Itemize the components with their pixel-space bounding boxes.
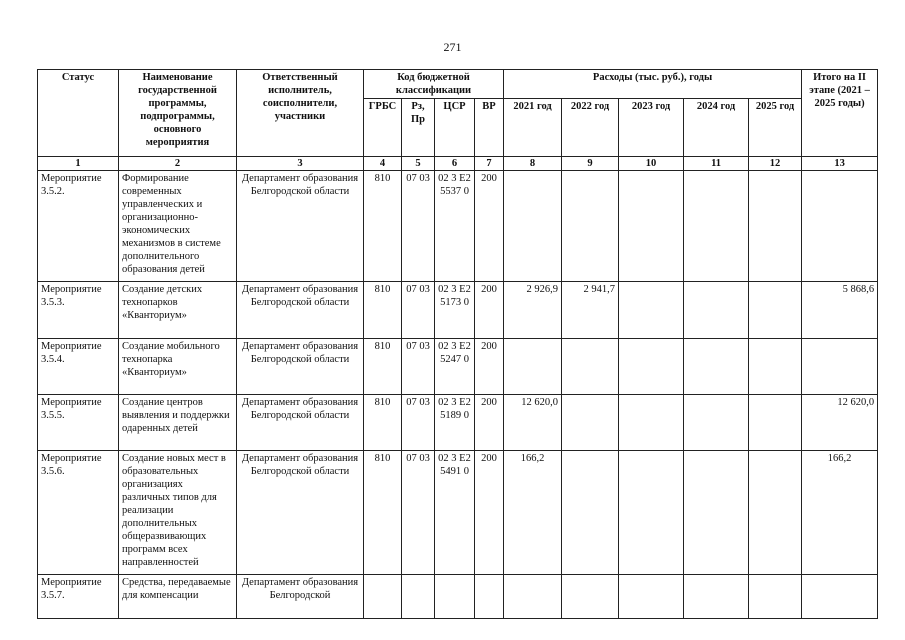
- cell-2023: [619, 282, 684, 339]
- cell-2022: [562, 575, 619, 619]
- cell-status: Мероприятие 3.5.2.: [38, 171, 119, 282]
- cell-2024: [684, 395, 749, 451]
- cell-rzpr: 07 03: [402, 282, 435, 339]
- cell-csr: 02 3 Е2 5173 0: [435, 282, 475, 339]
- column-number: 4: [364, 157, 402, 171]
- cell-responsible: Департамент образования Белгородской области: [237, 171, 364, 282]
- cell-csr: 02 3 Е2 5247 0: [435, 339, 475, 395]
- column-number-row: [38, 157, 878, 171]
- cell-status: Мероприятие 3.5.6.: [38, 451, 119, 575]
- cell-rzpr: 07 03: [402, 395, 435, 451]
- cell-status: Мероприятие 3.5.3.: [38, 282, 119, 339]
- cell-2021: [504, 171, 562, 282]
- cell-total: 166,2: [802, 451, 878, 575]
- cell-total: [802, 575, 878, 619]
- cell-2025: [749, 171, 802, 282]
- column-number: 2: [119, 157, 237, 171]
- cell-2024: [684, 171, 749, 282]
- cell-vr: 200: [475, 282, 504, 339]
- cell-vr: 200: [475, 395, 504, 451]
- cell-grbs: 810: [364, 339, 402, 395]
- cell-2024: [684, 451, 749, 575]
- header-responsible: Ответственный исполнитель, соисполнители, участники: [237, 70, 364, 157]
- column-number: 6: [435, 157, 475, 171]
- cell-name: Создание детских технопарков «Кванториум»: [119, 282, 237, 339]
- cell-2023: [619, 395, 684, 451]
- column-number: 9: [562, 157, 619, 171]
- cell-2025: [749, 575, 802, 619]
- cell-2022: [562, 339, 619, 395]
- header-2021: 2021 год: [504, 99, 562, 157]
- cell-2024: [684, 339, 749, 395]
- cell-2025: [749, 451, 802, 575]
- header-budget-code: Код бюджетной классификации: [364, 70, 504, 99]
- cell-2025: [749, 395, 802, 451]
- header-total: Итого на II этапе (2021 – 2025 годы): [802, 70, 878, 157]
- table-row: [38, 339, 878, 395]
- column-number: 13: [802, 157, 878, 171]
- cell-2021: [504, 575, 562, 619]
- cell-name: Создание центров выявления и поддержки одаренных детей: [119, 395, 237, 451]
- budget-table: [37, 69, 878, 619]
- table-row: [38, 282, 878, 339]
- cell-grbs: 810: [364, 282, 402, 339]
- cell-grbs: [364, 575, 402, 619]
- column-number: 7: [475, 157, 504, 171]
- column-number: 5: [402, 157, 435, 171]
- cell-total: [802, 339, 878, 395]
- table-row: [38, 171, 878, 282]
- cell-vr: 200: [475, 171, 504, 282]
- cell-2021: 166,2: [504, 451, 562, 575]
- cell-csr: 02 3 Е2 5189 0: [435, 395, 475, 451]
- header-2022: 2022 год: [562, 99, 619, 157]
- column-number: 10: [619, 157, 684, 171]
- header-expenses: Расходы (тыс. руб.), годы: [504, 70, 802, 99]
- cell-responsible: Департамент образования Белгородской области: [237, 339, 364, 395]
- cell-2022: [562, 395, 619, 451]
- cell-2025: [749, 339, 802, 395]
- cell-2024: [684, 575, 749, 619]
- table-row: [38, 575, 878, 619]
- header-2023: 2023 год: [619, 99, 684, 157]
- cell-2023: [619, 171, 684, 282]
- cell-rzpr: 07 03: [402, 339, 435, 395]
- cell-status: Мероприятие 3.5.5.: [38, 395, 119, 451]
- cell-grbs: 810: [364, 171, 402, 282]
- page-number: 271: [443, 40, 462, 54]
- cell-2022: [562, 171, 619, 282]
- cell-rzpr: 07 03: [402, 451, 435, 575]
- cell-2023: [619, 575, 684, 619]
- column-number: 8: [504, 157, 562, 171]
- cell-2023: [619, 451, 684, 575]
- cell-2021: 12 620,0: [504, 395, 562, 451]
- table-row: [38, 395, 878, 451]
- cell-status: Мероприятие 3.5.7.: [38, 575, 119, 619]
- cell-vr: 200: [475, 451, 504, 575]
- cell-2022: 2 941,7: [562, 282, 619, 339]
- cell-status: Мероприятие 3.5.4.: [38, 339, 119, 395]
- cell-2023: [619, 339, 684, 395]
- header-rzpr: Рз, Пр: [402, 99, 435, 157]
- cell-2025: [749, 282, 802, 339]
- cell-name: Создание мобильного технопарка «Кванториум»: [119, 339, 237, 395]
- cell-responsible: Департамент образования Белгородской области: [237, 282, 364, 339]
- header-2025: 2025 год: [749, 99, 802, 157]
- cell-rzpr: [402, 575, 435, 619]
- header-vr: ВР: [475, 99, 504, 157]
- cell-csr: [435, 575, 475, 619]
- cell-name: Средства, передаваемые для компенсации: [119, 575, 237, 619]
- header-2024: 2024 год: [684, 99, 749, 157]
- header-csr: ЦСР: [435, 99, 475, 157]
- cell-vr: [475, 575, 504, 619]
- cell-2024: [684, 282, 749, 339]
- cell-responsible: Департамент образования Белгородской области: [237, 395, 364, 451]
- header-name: Наименование государственной программы, подпрограммы, основного мероприятия: [119, 70, 237, 157]
- header-status: Статус: [38, 70, 119, 157]
- cell-2021: 2 926,9: [504, 282, 562, 339]
- cell-2021: [504, 339, 562, 395]
- cell-rzpr: 07 03: [402, 171, 435, 282]
- cell-total: [802, 171, 878, 282]
- cell-name: Формирование современных управленческих и организационно-экономических механизмов в системе дополнительного образования детей: [119, 171, 237, 282]
- cell-csr: 02 3 Е2 5537 0: [435, 171, 475, 282]
- cell-responsible: Департамент образования Белгородской: [237, 575, 364, 619]
- cell-total: 5 868,6: [802, 282, 878, 339]
- cell-name: Создание новых мест в образовательных организациях различных типов для реализации дополнительных общеразвивающих программ всех направленностей: [119, 451, 237, 575]
- column-number: 1: [38, 157, 119, 171]
- header-grbs: ГРБС: [364, 99, 402, 157]
- cell-2022: [562, 451, 619, 575]
- cell-responsible: Департамент образования Белгородской области: [237, 451, 364, 575]
- cell-vr: 200: [475, 339, 504, 395]
- cell-grbs: 810: [364, 395, 402, 451]
- column-number: 3: [237, 157, 364, 171]
- column-number: 12: [749, 157, 802, 171]
- cell-grbs: 810: [364, 451, 402, 575]
- cell-csr: 02 3 Е2 5491 0: [435, 451, 475, 575]
- cell-total: 12 620,0: [802, 395, 878, 451]
- table-row: [38, 451, 878, 575]
- column-number: 11: [684, 157, 749, 171]
